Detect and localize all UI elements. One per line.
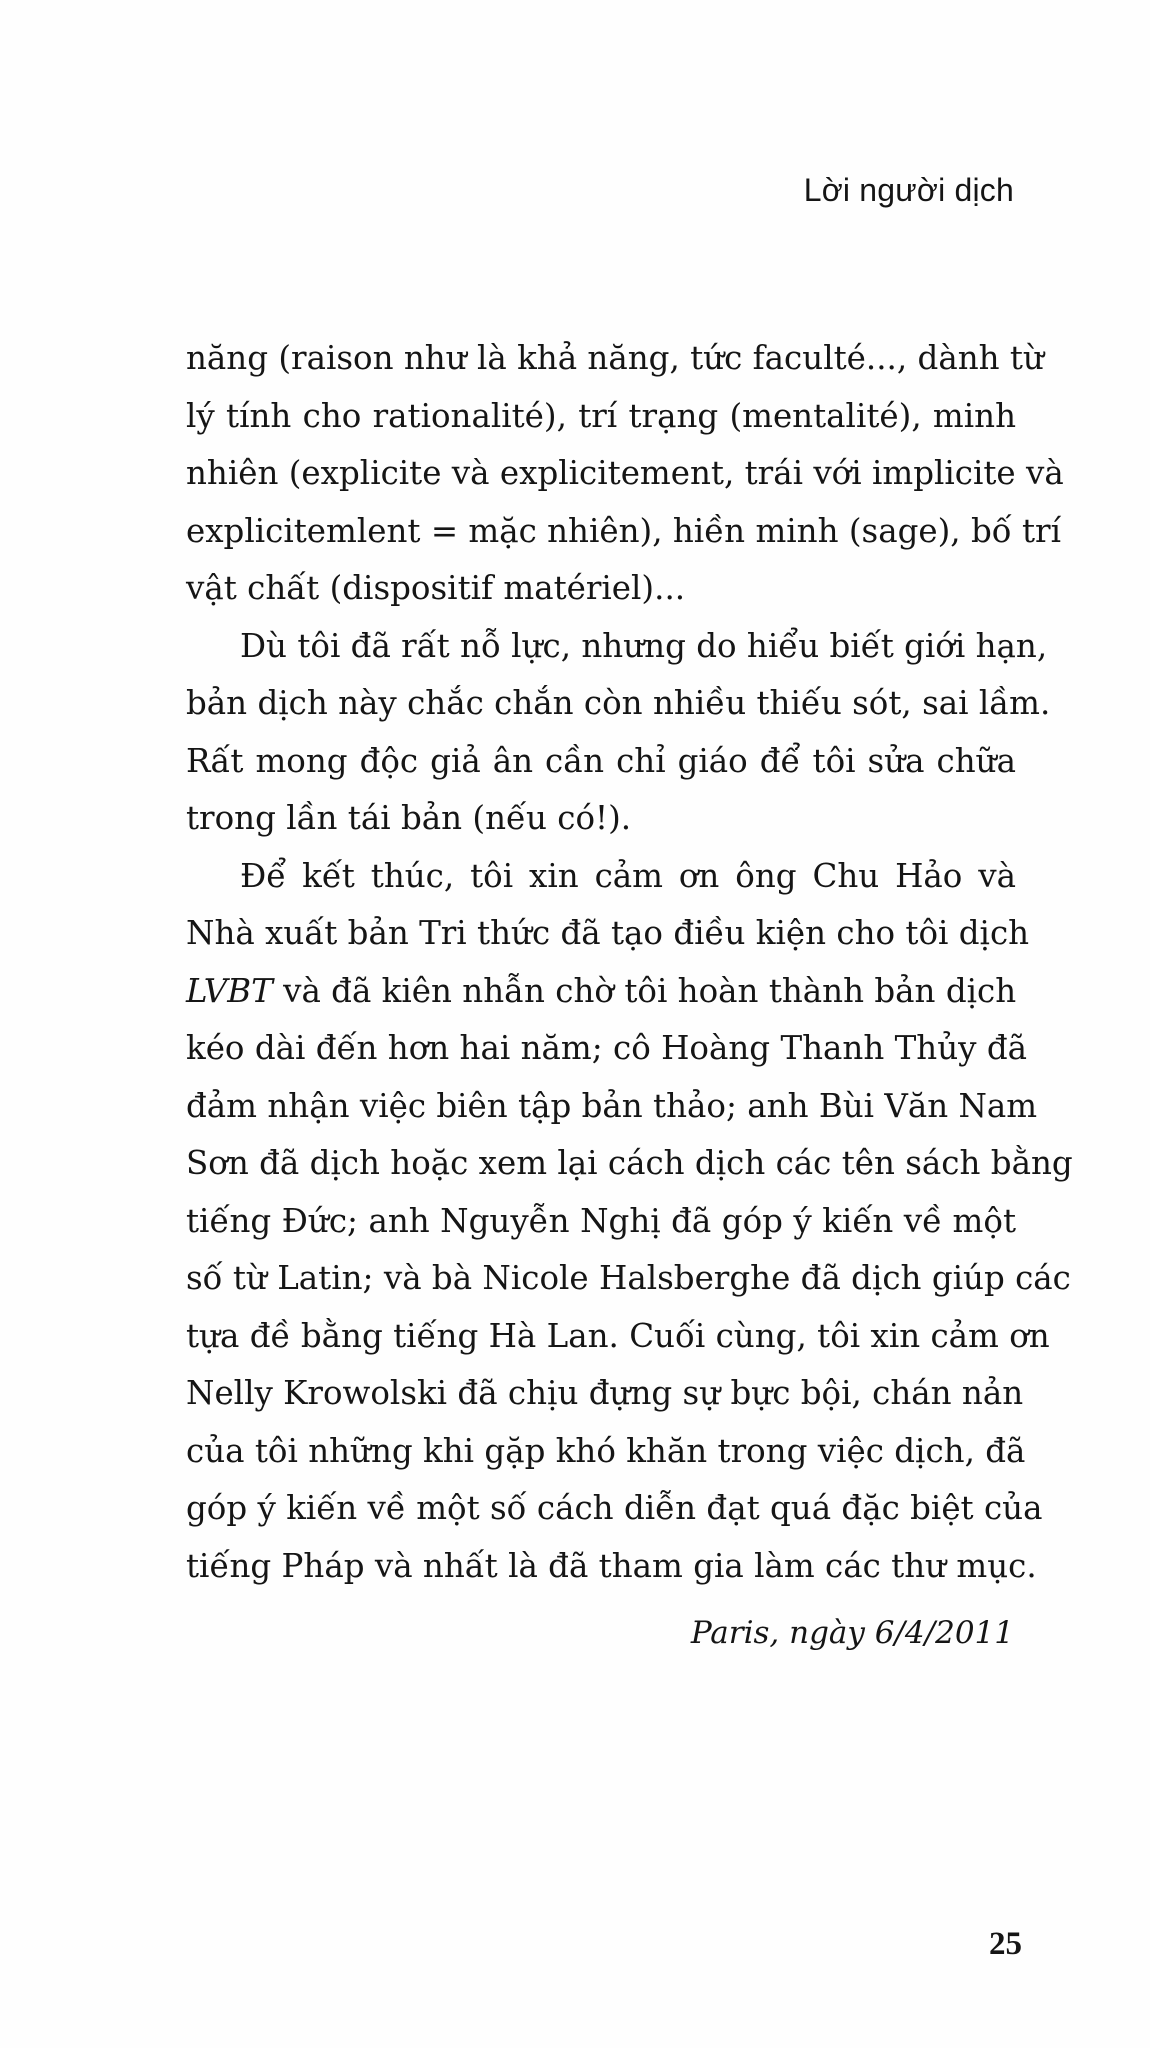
text-line: năng (raison như là khả năng, tức faculté..., dành từ	[186, 339, 1044, 377]
text-line: Nelly Krowolski đã chịu đựng sự bực bội, chán nản	[186, 1374, 1024, 1412]
text-line: kéo dài đến hơn hai năm; cô Hoàng Thanh Thủy đã	[186, 1029, 1028, 1067]
page-number: 25	[989, 1926, 1022, 1962]
text-line: góp ý kiến về một số cách diễn đạt quá đặc biệt của	[186, 1489, 1043, 1527]
text-line: Sơn đã dịch hoặc xem lại cách dịch các tên sách bằng	[186, 1144, 1073, 1182]
text-line: lý tính cho rationalité), trí trạng (mentalité), minh	[186, 396, 1016, 435]
text-line: Để kết thúc, tôi xin cảm ơn ông Chu Hảo và	[240, 856, 1016, 895]
text-line: đảm nhận việc biên tập bản thảo; anh Bùi Văn Nam	[186, 1086, 1038, 1125]
book-title-abbreviation: LVBT	[186, 971, 273, 1010]
paragraph-3	[186, 848, 1073, 1596]
text-line: số từ Latin; và bà Nicole Halsberghe đã dịch giúp các	[186, 1259, 1071, 1297]
body-text	[186, 330, 1073, 1595]
text-line: tiếng Đức; anh Nguyễn Nghị đã góp ý kiến về một	[186, 1201, 1016, 1240]
text-line: Nhà xuất bản Tri thức đã tạo điều kiện cho tôi dịch	[186, 914, 1030, 952]
text-line: bản dịch này chắc chắn còn nhiều thiếu sót, sai lầm.	[186, 684, 1051, 722]
text-line: vật chất (dispositif matériel)...	[186, 569, 686, 607]
text-line: Rất mong độc giả ân cần chỉ giáo để tôi sửa chữa	[186, 741, 1016, 780]
text-line: trong lần tái bản (nếu có!).	[186, 799, 632, 837]
text-line: nhiên (explicite và explicitement, trái với implicite và	[186, 454, 1064, 492]
text-line: tựa đề bằng tiếng Hà Lan. Cuối cùng, tôi xin cảm ơn	[186, 1316, 1050, 1355]
paragraph-1	[186, 330, 1064, 618]
text-line: của tôi những khi gặp khó khăn trong việc dịch, đã	[186, 1431, 1026, 1470]
text-line-continuation: và đã kiên nhẫn chờ tôi hoàn thành bản dịch	[272, 971, 1017, 1010]
text-line: Dù tôi đã rất nỗ lực, nhưng do hiểu biết giới hạn,	[240, 626, 1048, 665]
paragraph-2	[186, 618, 1051, 848]
running-header: Lời người dịch	[803, 172, 1014, 208]
text-line: explicitemlent = mặc nhiên), hiền minh (sage), bố trí	[186, 511, 1061, 550]
text-line	[186, 963, 1016, 1021]
text-line: tiếng Pháp và nhất là đã tham gia làm các thư mục.	[186, 1546, 1037, 1585]
place-date-signoff: Paris, ngày 6/4/2011	[690, 1615, 1014, 1651]
